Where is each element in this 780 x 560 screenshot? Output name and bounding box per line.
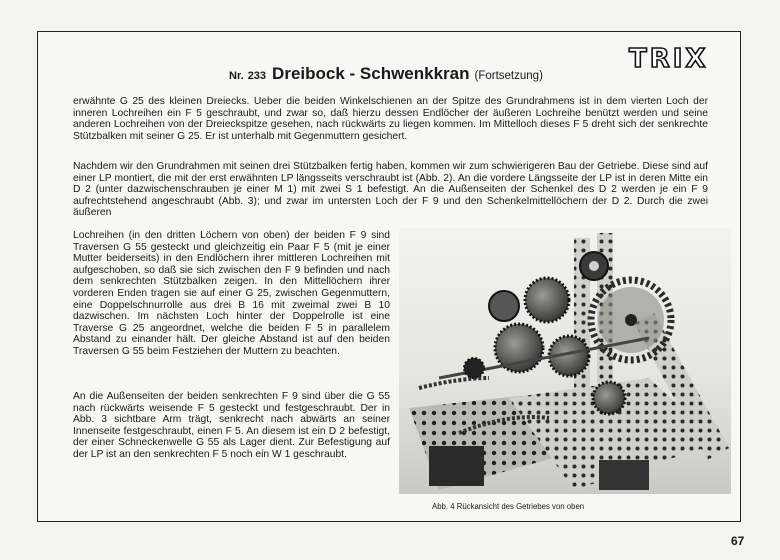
figure-caption: Abb. 4 Rückansicht des Getriebes von oben xyxy=(432,502,585,511)
paragraph-3: An die Außenseiten der beiden senkrechten F 9 sind über die G 55 nach rückwärts weisende F 5 gesteckt und festgeschraubt. Der in Abb. 3 sichtbare Arm trägt, senkrecht nach abwärts an seiner Innenseite festgeschraubt, einen F 5. An diesem ist ein D 2 befestigt, der einer Schneckenwelle G 55 als Lager dient. Zur Befestigung auf der LP ist an den senkrechten F 5 noch ein W 1 geschraubt. xyxy=(73,391,390,460)
page-subtitle: (Fortsetzung) xyxy=(474,70,543,82)
paragraph-2-full-width: Nachdem wir den Grundrahmen mit seinen drei Stützbalken fertig haben, kommen wir zum schwierigeren Bau der Getriebe. Diese sind auf einer LP montiert, die mit der erst erwähnten LP längsseits verschraubt ist (Abb. 2). An die vordere Längsseite der LP ist in deren Mitte ein D 2 (unter dazwischenschrauben je einer M 1) mit zwei S 1 befestigt. An die Außenseiten der Schenkel des D 2 werden je ein F 9 aufrechtstehend angeschraubt (Abb. 3); und zwar im untersten Loch der F 9 und den Schenkelmittellöchern der D 2. Durch die zwei äußeren xyxy=(73,161,708,219)
gear-icon xyxy=(593,382,625,414)
paragraph-2 xyxy=(73,161,708,219)
page-number: 67 xyxy=(731,534,745,548)
pinion-icon xyxy=(464,358,484,378)
motor-block xyxy=(429,446,484,486)
gear-icon xyxy=(525,278,569,322)
title-line xyxy=(229,64,543,84)
paragraph-1: erwähnte G 25 des kleinen Dreiecks. Ueber die beiden Winkelschienen an der Spitze des Grundrahmens ist in dem vierten Loch der inneren Lochreihen ein F 5 geschraubt, und zwar so, daß hierzu dessen Endlöcher der äußeren Lochreihe benützt werden und seine anderen Lochreihen von der Dreieckspitze gesehen, nach rückwärts zu liegen kommen. Im Mittelloch dieses F 5 dreht sich der senkrechte Stützbalken mit seiner G 25. Er ist unterhalb mit Gegenmuttern gesichert. xyxy=(73,96,708,142)
model-number: 233 xyxy=(247,70,267,82)
model-number-label: Nr. xyxy=(229,70,244,82)
paragraph-2-continued: Lochreihen (in den dritten Löchern von oben) der beiden F 9 sind Traversen G 55 gesteckt und gleichzeitig ein Paar F 5 (mit je einer Mutter beiderseits) in den Endlöchern ihrer mittleren Lochreihen mit aufgeschoben, so daß sie sich zwischen den F 9 befinden und nach dem senkrechten Stützbalken zeigen. In den Mittellöchern ihrer vorderen Enden tragen sie auf einer G 25, zwischen Gegenmuttern, eine Doppelschnurrolle aus drei B 16 mit zweimal zwei B 10 dazwischen. Im nächsten Loch hinter der Doppelrolle ist eine Traverse G 25 angeordnet, welche die beiden F 5 in parallelem Abstand zu einander hält. Der gleiche Abstand ist auf den beiden Traversen G 55 beim Festziehen der Muttern zu beachten. xyxy=(73,230,390,357)
gearbox-photo xyxy=(399,228,731,494)
page-title: Dreibock - Schwenkkran xyxy=(272,64,470,83)
pulley-icon xyxy=(489,291,519,321)
trix-logo: TRIX xyxy=(629,44,709,74)
motor-block xyxy=(599,460,649,490)
